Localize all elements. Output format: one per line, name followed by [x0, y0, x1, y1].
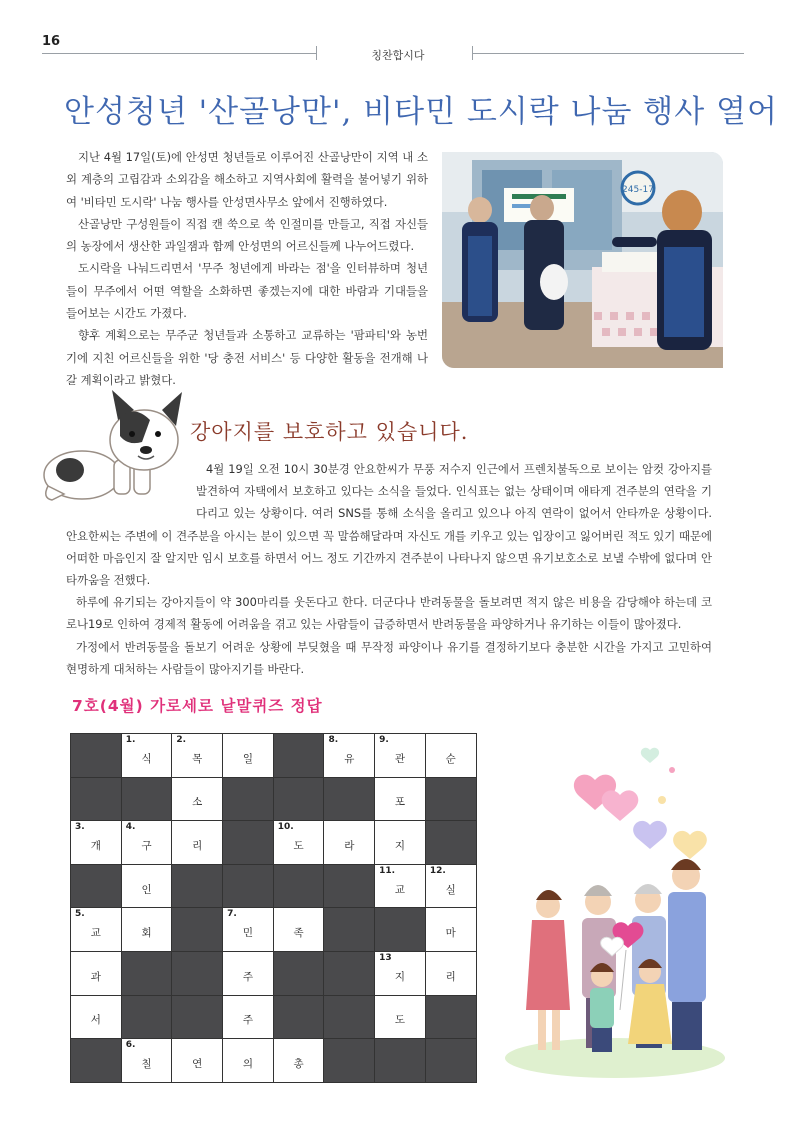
crossword-row: [71, 951, 477, 995]
crossword-letter: 관: [394, 752, 406, 765]
crossword-clue-number: 11.: [379, 865, 396, 876]
article-1-paragraph: 향후 계획으로는 무주군 청년들과 소통하고 교류하는 '팜파티'와 농번기에 지친 어르신들을 위한 '당 충전 서비스' 등 다양한 활동을 전개해 나갈 계획이라고 밝혔다.: [66, 328, 428, 387]
crossword-black-cell: [324, 951, 375, 995]
crossword-black-cell: [172, 951, 223, 995]
crossword-clue-number: 2.: [176, 735, 187, 745]
crossword-black-cell: [324, 1039, 375, 1083]
crossword-letter: 포: [394, 796, 406, 809]
article-1: [66, 146, 428, 391]
crossword-letter: 서: [90, 1014, 101, 1027]
crossword-letter: 총: [293, 1057, 304, 1070]
crossword-letter: 리: [192, 839, 203, 852]
crossword-row: [71, 821, 477, 865]
crossword-clue-number: 1.: [125, 735, 136, 745]
crossword-letter: 도: [293, 839, 304, 852]
crossword-black-cell: [71, 1039, 122, 1083]
crossword-answer-cell: [121, 1039, 172, 1083]
crossword-letter: 칠: [141, 1057, 152, 1070]
crossword-answer-cell: [375, 734, 426, 778]
article-1-paragraph: 도시락을 나눠드리면서 '무주 청년에게 바라는 점'을 인터뷰하며 청년들이 무주에서 어떤 역할을 소화하면 좋겠는지에 대한 바람과 기대들을 들어보는 시간도 가졌다.: [66, 261, 428, 321]
section-label: 칭찬합시다: [371, 49, 425, 62]
crossword-answer-cell: [121, 734, 172, 778]
crossword-letter: 식: [141, 752, 152, 765]
header-tick-left: [316, 46, 317, 60]
crossword-black-cell: [425, 821, 476, 865]
crossword-answer-cell: [375, 821, 426, 865]
page-number: 16: [42, 34, 61, 49]
crossword-black-cell: [375, 1039, 426, 1083]
crossword-answer-cell: [71, 821, 122, 865]
crossword-letter: 교: [394, 883, 406, 896]
crossword-letter: 구: [141, 839, 152, 852]
crossword-answer-cell: [172, 734, 223, 778]
header-rule-left: [42, 53, 316, 54]
crossword-clue-number: 13: [379, 952, 392, 963]
crossword-black-cell: [324, 864, 375, 908]
crossword-letter: 도: [394, 1014, 406, 1027]
crossword-answer-cell: [223, 995, 274, 1039]
crossword-letter: 유: [344, 752, 355, 765]
crossword-black-cell: [172, 995, 223, 1039]
dog-article-title: 강아지를 보호하고 있습니다.: [190, 420, 469, 444]
crossword-answer-cell: [375, 951, 426, 995]
crossword-letter: 족: [293, 927, 304, 940]
crossword-black-cell: [71, 734, 122, 778]
crossword-answer-cell: [121, 908, 172, 952]
crossword-letter: 목: [192, 752, 203, 765]
crossword-black-cell: [425, 777, 476, 821]
crossword-black-cell: [121, 777, 172, 821]
crossword-black-cell: [273, 734, 324, 778]
crossword-answer-cell: [273, 821, 324, 865]
crossword-letter: 과: [90, 970, 101, 983]
event-photo: [442, 152, 723, 368]
crossword-clue-number: 4.: [125, 822, 136, 833]
crossword-row: [71, 995, 477, 1039]
header-rule-right: [472, 53, 744, 54]
crossword-answer-cell: [273, 1039, 324, 1083]
crossword-black-cell: [273, 995, 324, 1039]
crossword-answer-cell: [425, 864, 476, 908]
crossword-answer-cell: [375, 864, 426, 908]
crossword-answer-cell: [223, 1039, 274, 1083]
crossword-answer-cell: [324, 821, 375, 865]
article-2-paragraph: 가정에서 반려동물을 돌보기 어려운 상황에 부딪혔을 때 무작정 파양이나 유기를 결정하기보다 충분한 시간을 가지고 고민하여 현명하게 대처하는 사람들이 많아지기를 바란다.: [66, 639, 712, 676]
crossword-letter: 리: [445, 970, 456, 983]
crossword-answer-cell: [71, 951, 122, 995]
crossword-black-cell: [172, 864, 223, 908]
crossword-clue-number: 12.: [429, 865, 446, 876]
photo-sign-text: 245-17: [622, 185, 654, 195]
article-1-paragraph: 산골낭만 구성원들이 직접 캔 쑥으로 쑥 인절미를 만들고, 직접 자신들의 농장에서 생산한 과일잼과 함께 안성면의 어르신들께 나누어드렸다.: [66, 216, 428, 254]
crossword-answer-cell: [375, 995, 426, 1039]
crossword-answer-cell: [425, 951, 476, 995]
article-2-paragraph: 4월 19일 오전 10시 30분경 안요한씨가 무풍 저수지 인근에서 프렌치불독으로 보이는 암컷 강아지를 발견하여 자택에서 보호하고 있다는 소식을 들었다. 인식표는 없는 상태이며 애타게 견주분의 연락을 기다리고 있는 상황이다. 여러 SNS를 통해 소식을 올리고 있으나 아직 연락이 없어서 안타까운 상황이다. 안요한씨는 주변에 이 견주분을 아시는 분이 있으면 꼭 말씀해달라며 자신도 개를 키우고 있는 입장이고 잃어버린 적도 있기 때문에 어떠한 마음인지 잘 알지만 임시 보호를 하면서 어느 정도 기간까지 견주분이 나타나지 않으면 유기보호소로 보낼 수밖에 없다며 안타까움을 전했다.: [66, 462, 712, 588]
crossword-clue-number: 6.: [125, 1040, 136, 1051]
crossword-black-cell: [324, 777, 375, 821]
crossword-black-cell: [375, 908, 426, 952]
crossword-letter: 주: [242, 970, 253, 983]
crossword-letter: 교: [90, 927, 101, 940]
family-balloons-illustration: [500, 740, 730, 1080]
crossword-letter: 인: [141, 883, 152, 896]
crossword-answer-cell: [223, 951, 274, 995]
article-2-paragraph: 하루에 유기되는 강아지들이 약 300마리를 웃돈다고 한다. 더군다나 반려동물을 돌보려면 적지 않은 비용을 감당해야 하는데 코로나19로 인하여 경제적 활동에 어려움을 겪고 있는 사람들이 급증하면서 반려동물을 파양하거나 유기하는 이들이 많아졌다.: [66, 595, 712, 632]
headline: 안성청년 '산골낭만', 비타민 도시락 나눔 행사 열어: [64, 94, 778, 130]
crossword-answer-cell: [71, 995, 122, 1039]
crossword-black-cell: [71, 777, 122, 821]
crossword-row: [71, 908, 477, 952]
crossword-letter: 실: [445, 883, 456, 896]
crossword-answer-cell: [375, 777, 426, 821]
crossword-letter: 라: [344, 839, 355, 852]
crossword-answer-cell: [223, 908, 274, 952]
crossword-black-cell: [425, 1039, 476, 1083]
crossword-answer-cell: [172, 821, 223, 865]
crossword-clue-number: 7.: [227, 909, 237, 920]
crossword-letter: 지: [394, 970, 406, 983]
crossword-black-cell: [273, 951, 324, 995]
crossword-letter: 순: [445, 752, 456, 765]
illustration-wrap-space: [66, 458, 196, 522]
crossword-letter: 소: [192, 796, 203, 809]
crossword-black-cell: [121, 995, 172, 1039]
crossword-black-cell: [223, 864, 274, 908]
crossword-clue-number: 8.: [328, 735, 339, 745]
crossword-row: [71, 777, 477, 821]
crossword-black-cell: [324, 995, 375, 1039]
crossword-grid: [70, 733, 477, 1083]
crossword-answer-cell: [324, 734, 375, 778]
crossword-row: [71, 734, 477, 778]
crossword-letter: 일: [242, 752, 253, 765]
quiz-title: 7호(4월) 가로세로 낱말퀴즈 정답: [72, 697, 323, 715]
crossword-letter: 마: [445, 927, 456, 940]
crossword-letter: 민: [242, 927, 253, 940]
crossword-answer-cell: [172, 777, 223, 821]
crossword-answer-cell: [121, 864, 172, 908]
crossword-answer-cell: [223, 734, 274, 778]
crossword-black-cell: [223, 821, 274, 865]
crossword-answer-cell: [172, 1039, 223, 1083]
crossword-letter: 회: [141, 927, 152, 940]
crossword-black-cell: [425, 995, 476, 1039]
crossword-answer-cell: [273, 908, 324, 952]
article-2: [66, 458, 712, 680]
crossword-row: [71, 1039, 477, 1083]
article-1-paragraph: 지난 4월 17일(토)에 안성면 청년들로 이루어진 산골낭만이 지역 내 소외 계층의 고립감과 소외감을 해소하고 지역사회에 활력을 불어넣기 위하여 '비타민 도시락' 나눔 행사를 안성면사무소 앞에서 진행하였다.: [66, 150, 428, 209]
crossword-answer-cell: [425, 734, 476, 778]
crossword-black-cell: [172, 908, 223, 952]
crossword-black-cell: [71, 864, 122, 908]
crossword-black-cell: [273, 777, 324, 821]
crossword-answer-cell: [121, 821, 172, 865]
crossword-clue-number: 9.: [379, 735, 389, 745]
crossword-letter: 연: [192, 1057, 203, 1070]
crossword-black-cell: [121, 951, 172, 995]
crossword-letter: 의: [242, 1057, 253, 1070]
crossword-answer-cell: [425, 908, 476, 952]
crossword-black-cell: [223, 777, 274, 821]
crossword-black-cell: [324, 908, 375, 952]
crossword-black-cell: [273, 864, 324, 908]
crossword-letter: 지: [394, 839, 406, 852]
crossword-clue-number: 10.: [277, 822, 294, 833]
crossword-clue-number: 5.: [75, 909, 85, 920]
crossword-clue-number: 3.: [75, 822, 85, 833]
crossword-answer-cell: [71, 908, 122, 952]
crossword-letter: 개: [90, 839, 101, 852]
crossword-letter: 주: [242, 1014, 253, 1027]
crossword-row: [71, 864, 477, 908]
